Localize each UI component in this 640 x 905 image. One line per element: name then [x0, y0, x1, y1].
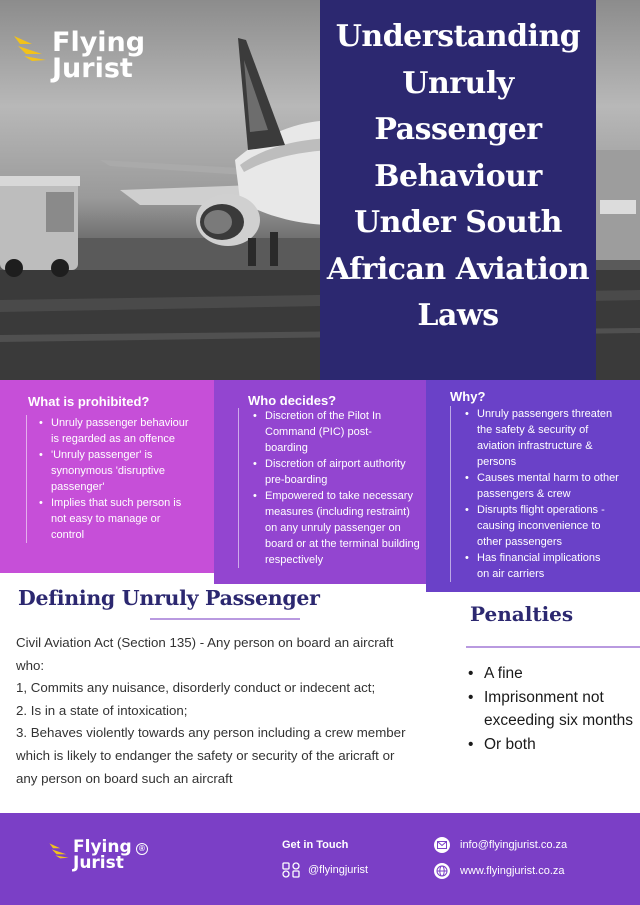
list-item: • Causes mental harm to other passengers & crew: [465, 470, 625, 502]
penalty-text: • Imprisonment not exceeding six months: [484, 688, 634, 729]
wing-logo-icon: [48, 841, 70, 859]
registered-mark-icon: ®: [136, 843, 148, 855]
website-text: www.flyingjurist.co.za: [460, 865, 565, 877]
wing-logo-icon: [12, 32, 48, 62]
penalty-item: [470, 733, 640, 757]
globe-icon: [434, 863, 450, 879]
section-why: [426, 380, 640, 592]
footer-logo: [48, 837, 132, 874]
website-link[interactable]: [434, 863, 565, 879]
section-heading: Why?: [450, 389, 486, 404]
list-item: • Has financial implications on air carriers: [465, 550, 615, 582]
list-item: • Unruly passenger behaviour is regarded as an offence: [39, 415, 189, 447]
definition-line: 3. Behaves violently towards any person including a crew member which is likely to endanger the safety or security of the aricraft or any person on board such an aircraft: [16, 725, 406, 786]
section-who-decides: [214, 380, 426, 584]
penalties-divider: [466, 646, 640, 648]
penalty-item: [470, 686, 638, 733]
section-heading: Who decides?: [248, 393, 337, 408]
logo-word-flying: Flying: [73, 837, 132, 857]
flying-jurist-logo: [12, 27, 146, 84]
definition-text: [16, 632, 410, 790]
bullet-list: [26, 415, 214, 543]
section-heading: What is prohibited?: [28, 394, 150, 409]
bullet-list: [238, 408, 426, 568]
penalties-list: [470, 662, 640, 756]
hero-banner: [0, 0, 640, 380]
list-item: • Disrupts flight operations - causing inconvenience to other passengers: [465, 502, 625, 550]
bullet-list: [450, 406, 640, 582]
email-text: info@flyingjurist.co.za: [460, 839, 568, 851]
footer: [0, 813, 640, 905]
social-media-icon: [282, 862, 300, 878]
list-item: • Discretion of the Pilot In Command (PIC) post-boarding: [253, 408, 413, 456]
list-item: • Discretion of airport authority pre-boarding: [253, 456, 428, 488]
penalty-item: [470, 662, 640, 686]
logo-word-jurist: Jurist: [52, 52, 133, 84]
list-item: • Unruly passengers threaten the safety & security of aviation infrastructure & persons: [465, 406, 613, 470]
penalties-heading: Penalties: [470, 602, 574, 626]
mail-icon: [434, 837, 450, 853]
definition-line: 2. Is in a state of intoxication;: [16, 702, 188, 718]
logo-word-flying: Flying: [52, 27, 146, 58]
definition-divider: [150, 618, 300, 620]
title-panel: [320, 0, 596, 380]
page-title: Understanding Unruly Passenger Behaviour Under South African Aviation Laws: [326, 19, 590, 333]
definition-line: Civil Aviation Act (Section 135) - Any person on board an aircraft who:: [16, 635, 394, 673]
penalty-text: • Or both: [484, 735, 536, 753]
penalty-text: • A fine: [484, 665, 523, 682]
list-item: • 'Unruly passenger' is synonymous 'disruptive passenger': [39, 447, 179, 495]
get-in-touch-label: Get in Touch: [282, 839, 349, 851]
social-handle[interactable]: [282, 862, 368, 878]
list-item: • Implies that such person is not easy to manage or control: [39, 495, 189, 543]
email-link[interactable]: [434, 837, 567, 853]
definition-heading: Defining Unruly Passenger: [18, 586, 320, 610]
definition-line: 1, Commits any nuisance, disorderly conduct or indecent act;: [16, 680, 376, 696]
list-item: • Empowered to take necessary measures (including restraint) on any unruly passenger on board or at the terminal building respectively: [253, 488, 425, 568]
section-what-is-prohibited: [0, 380, 214, 573]
logo-word-jurist: Jurist: [73, 853, 124, 874]
social-handle-text: @flyingjurist: [308, 864, 369, 876]
